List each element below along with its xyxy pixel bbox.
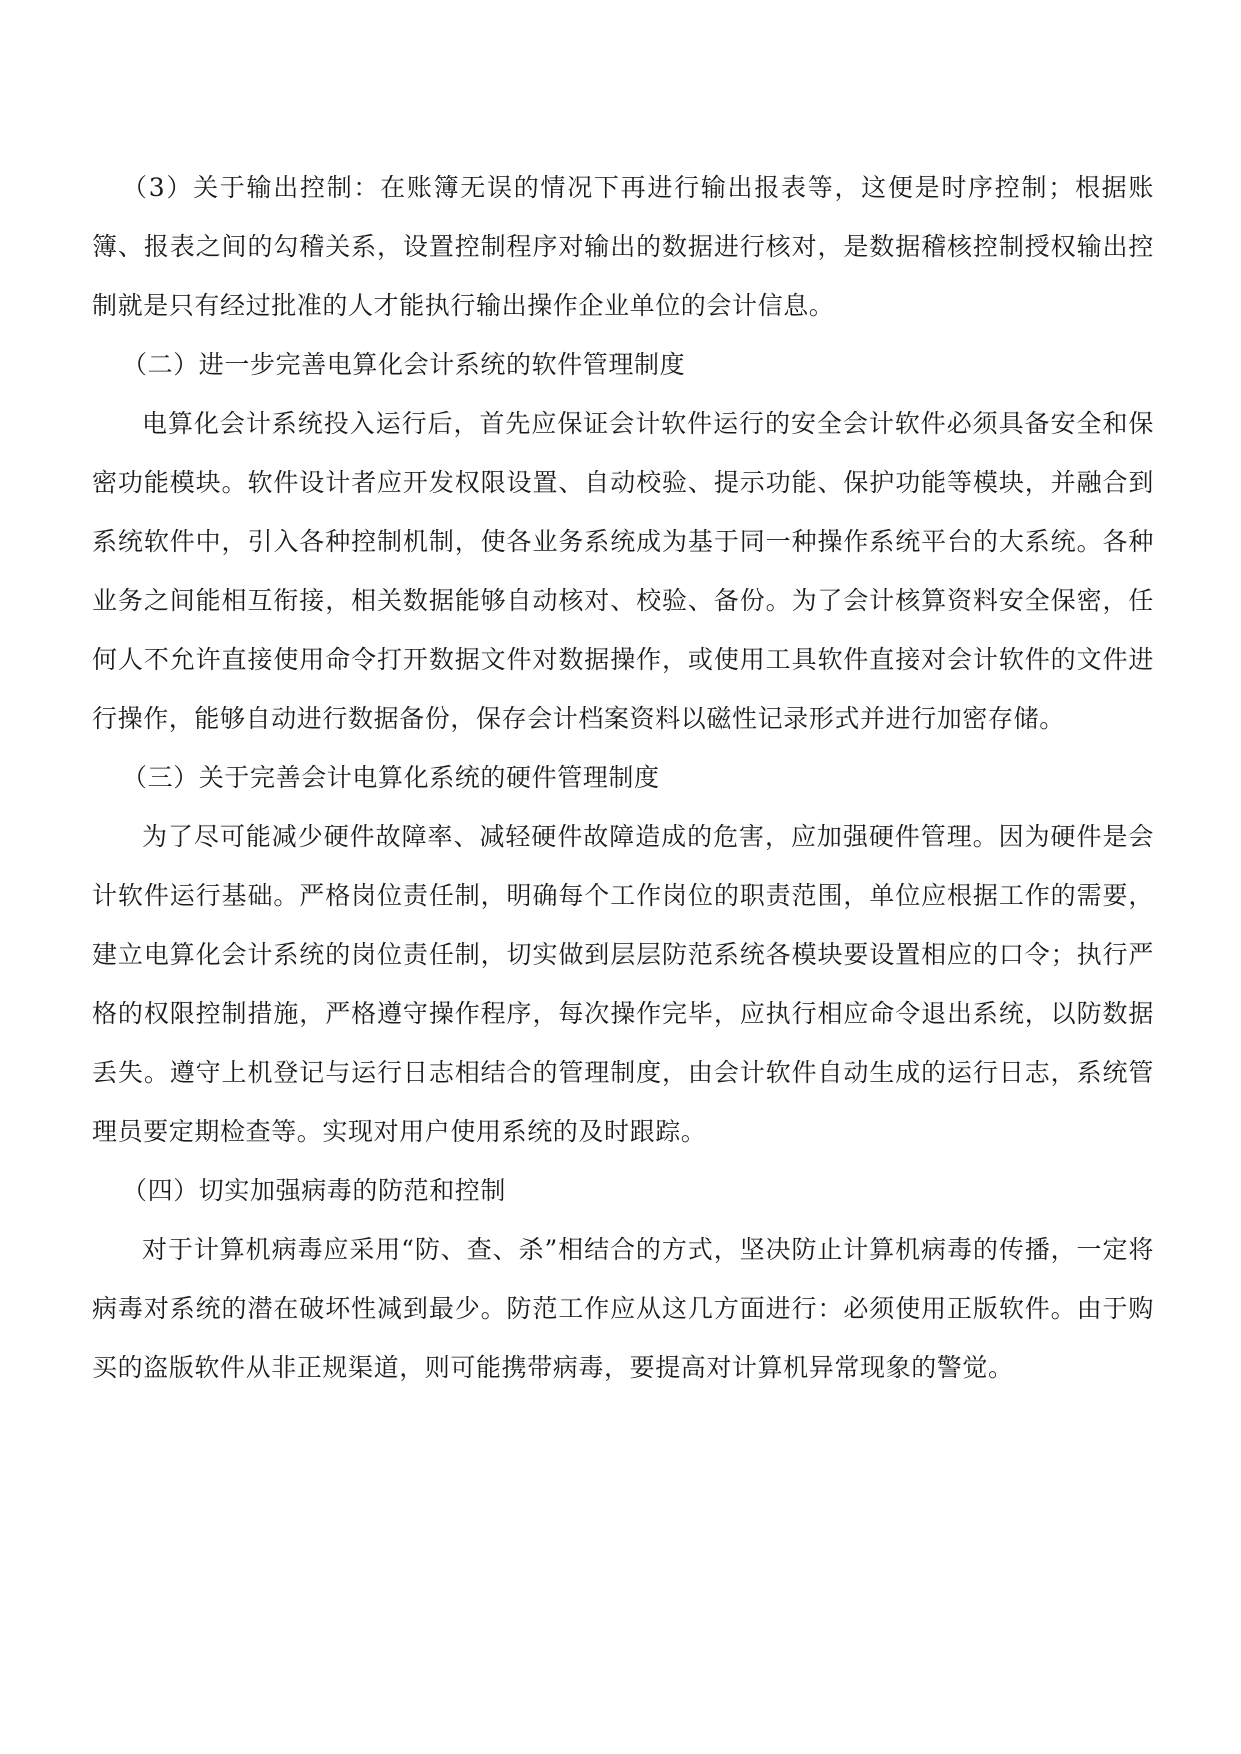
paragraph-hardware-management: 为了尽可能减少硬件故障率、减轻硬件故障造成的危害，应加强硬件管理。因为硬件是会计软件运行基础。严格岗位责任制，明确每个工作岗位的职责范围，单位应根据工作的需要，建立电算化会计系统的岗位责任制，切实做到层层防范系统各模块要设置相应的口令；执行严格的权限控制措施，严格遵守操作程序，每次操作完毕，应执行相应命令退出系统，以防数据丢失。遵守上机登记与运行日志相结合的管理制度，由会计软件自动生成的运行日志，系统管理员要定期检查等。实现对用户使用系统的及时跟踪。 (92, 822, 1154, 1146)
section-heading-virus: （四）切实加强病毒的防范和控制 (122, 1176, 507, 1205)
document-body (92, 158, 1154, 1397)
section-heading-software: （二）进一步完善电算化会计系统的软件管理制度 (122, 350, 686, 379)
section-heading-hardware: （三）关于完善会计电算化系统的硬件管理制度 (122, 763, 660, 792)
paragraph-software-management: 电算化会计系统投入运行后，首先应保证会计软件运行的安全会计软件必须具备安全和保密功能模块。软件设计者应开发权限设置、自动校验、提示功能、保护功能等模块，并融合到系统软件中，引入各种控制机制，使各业务系统成为基于同一种操作系统平台的大系统。各种业务之间能相互衔接，相关数据能够自动核对、校验、备份。为了会计核算资料安全保密，任何人不允许直接使用命令打开数据文件对数据操作，或使用工具软件直接对会计软件的文件进行操作，能够自动进行数据备份，保存会计档案资料以磁性记录形式并进行加密存储。 (92, 409, 1154, 733)
paragraph-output-control: （3）关于输出控制：在账簿无误的情况下再进行输出报表等，这便是时序控制；根据账簿、报表之间的勾稽关系，设置控制程序对输出的数据进行核对，是数据稽核控制授权输出控制就是只有经过批准的人才能执行输出操作企业单位的会计信息。 (92, 173, 1154, 320)
paragraph-virus-prevention: 对于计算机病毒应采用“防、查、杀”相结合的方式，坚决防止计算机病毒的传播，一定将病毒对系统的潜在破坏性减到最少。防范工作应从这几方面进行：必须使用正版软件。由于购买的盗版软件从非正规渠道，则可能携带病毒，要提高对计算机异常现象的警觉。 (92, 1235, 1154, 1382)
